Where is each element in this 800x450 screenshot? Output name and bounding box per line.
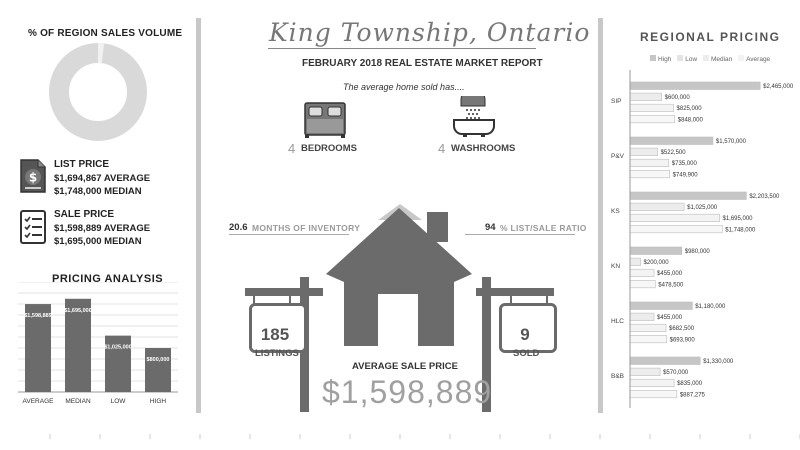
region-bar-high xyxy=(630,137,713,145)
region-label: P&V xyxy=(611,153,625,160)
pricing-analysis-title: PRICING ANALYSIS xyxy=(52,273,164,285)
checklist-icon xyxy=(19,209,47,245)
sale-price-average: $1,598,889 AVERAGE xyxy=(54,223,151,234)
regional-pricing-chart xyxy=(608,70,798,410)
region-bar-label: $2,465,000 xyxy=(763,84,794,90)
donut-region-slice xyxy=(59,53,137,131)
listings-count: 185 xyxy=(260,325,290,344)
region-label: KS xyxy=(611,208,620,215)
region-bar-label: $735,000 xyxy=(671,161,697,168)
legend-high: High xyxy=(658,56,672,63)
region-bar-average xyxy=(630,335,667,343)
region-bar-median xyxy=(630,324,666,332)
region-bar-high xyxy=(630,247,682,255)
sale-price-label: SALE PRICE xyxy=(54,209,115,220)
region-bar-high xyxy=(630,192,746,200)
region-bar-label: $570,000 xyxy=(663,370,689,377)
category-label: HIGH xyxy=(149,398,167,405)
region-label: HLC xyxy=(611,318,625,325)
region-bar-label: $693,900 xyxy=(669,337,695,344)
region-bar-high xyxy=(630,82,760,90)
list-sale-ratio-rule xyxy=(465,234,575,235)
left-divider xyxy=(196,18,201,413)
region-bar-median xyxy=(630,214,719,222)
bathtub-shower-icon xyxy=(451,96,497,138)
washrooms-count: 4 xyxy=(438,141,446,156)
list-sale-ratio-value: 94 xyxy=(485,222,496,233)
region-bar-label: $455,000 xyxy=(657,315,683,322)
region-bar-label: $1,748,000 xyxy=(725,227,756,234)
region-bar-low xyxy=(630,148,658,156)
region-bar-average xyxy=(630,225,722,233)
sold-label: SOLD xyxy=(513,348,540,359)
report-subtitle: FEBRUARY 2018 REAL ESTATE MARKET REPORT xyxy=(302,58,543,69)
region-bar-average xyxy=(630,115,675,123)
region-bar-high xyxy=(630,302,692,310)
region-bar-median xyxy=(630,159,669,167)
list-price-average: $1,694,867 AVERAGE xyxy=(54,173,151,184)
list-price-label: LIST PRICE xyxy=(54,159,110,170)
average-sale-price-value: $1,598,889 xyxy=(322,374,493,410)
region-bar-median xyxy=(630,104,674,112)
region-bar-median xyxy=(630,379,674,387)
legend-low: Low xyxy=(685,56,698,63)
region-bar-low xyxy=(630,203,684,211)
regional-pricing-title: REGIONAL PRICING xyxy=(640,30,781,44)
svg-text:$: $ xyxy=(28,170,38,185)
region-bar-label: $478,500 xyxy=(658,282,684,289)
category-label: MEDIAN xyxy=(65,398,91,405)
region-bar-label: $1,330,000 xyxy=(703,359,734,365)
legend-high-swatch xyxy=(650,55,656,61)
bar-data-label: $1,695,000 xyxy=(64,307,92,314)
region-bar-low xyxy=(630,93,662,101)
months-inventory-value: 20.6 xyxy=(229,222,248,233)
average-sale-price-label: AVERAGE SALE PRICE xyxy=(352,361,458,372)
list-sale-ratio-label: % LIST/SALE RATIO xyxy=(500,223,587,233)
report-title: King Township, Ontario xyxy=(269,18,591,47)
donut-title: % OF REGION SALES VOLUME xyxy=(28,28,183,39)
region-label: B&B xyxy=(611,373,625,380)
region-bar-low xyxy=(630,313,654,321)
region-bar-label: $835,000 xyxy=(677,381,703,388)
average-home-text: The average home sold has.... xyxy=(343,82,465,92)
bottom-tick-row xyxy=(0,432,800,442)
region-bar-label: $825,000 xyxy=(676,106,702,113)
bedrooms-count: 4 xyxy=(288,141,296,156)
legend-median: Median xyxy=(710,56,733,63)
house-icon xyxy=(326,202,472,352)
legend-average-swatch xyxy=(738,55,744,61)
region-bar-label: $848,000 xyxy=(677,117,703,124)
bedrooms-label: BEDROOMS xyxy=(301,143,357,154)
region-bar-label: $980,000 xyxy=(684,249,710,255)
region-bar-average xyxy=(630,390,677,398)
pricing-analysis-chart xyxy=(18,282,183,412)
region-bar-average xyxy=(630,280,655,288)
region-bar-label: $749,900 xyxy=(672,172,698,179)
title-underline xyxy=(268,48,536,49)
region-bar-median xyxy=(630,269,654,277)
category-label: AVERAGE xyxy=(22,398,54,405)
sales-volume-donut xyxy=(48,42,148,142)
bar-data-label: $1,025,000 xyxy=(104,344,132,351)
legend-median-swatch xyxy=(703,55,709,61)
bar-data-label: $1,598,889 xyxy=(24,313,52,320)
region-label: KN xyxy=(611,263,621,270)
bar-high xyxy=(145,348,171,392)
region-bar-label: $522,500 xyxy=(660,150,686,157)
region-label: SIP xyxy=(611,98,622,105)
legend-low-swatch xyxy=(677,55,683,61)
region-bar-label: $1,695,000 xyxy=(722,216,753,223)
region-bar-label: $200,000 xyxy=(643,260,669,267)
washrooms-label: WASHROOMS xyxy=(451,143,516,154)
legend-average: Average xyxy=(746,56,771,63)
price-tag-document-icon xyxy=(19,158,47,194)
listings-label: LISTINGS xyxy=(255,348,299,359)
bar-data-label: $800,000 xyxy=(146,357,170,363)
region-bar-label: $682,500 xyxy=(669,326,695,333)
region-bar-low xyxy=(630,368,660,376)
sold-count: 9 xyxy=(520,325,530,344)
region-bar-average xyxy=(630,170,670,178)
region-bar-label: $455,000 xyxy=(657,271,683,278)
region-bar-low xyxy=(630,258,641,266)
region-bar-label: $1,180,000 xyxy=(695,304,726,310)
region-bar-label: $1,570,000 xyxy=(715,139,746,145)
right-divider xyxy=(598,18,603,413)
bed-icon xyxy=(303,101,347,139)
region-bar-label: $887,275 xyxy=(679,392,705,399)
region-bar-high xyxy=(630,357,700,365)
list-price-median: $1,748,000 MEDIAN xyxy=(54,186,142,197)
months-inventory-label: MONTHS OF INVENTORY xyxy=(252,223,361,233)
region-bar-label: $2,203,500 xyxy=(749,194,780,200)
sale-price-median: $1,695,000 MEDIAN xyxy=(54,236,142,247)
region-bar-label: $1,025,000 xyxy=(687,205,718,212)
category-label: LOW xyxy=(110,398,126,405)
region-bar-label: $600,000 xyxy=(664,95,690,102)
regional-legend xyxy=(650,55,770,63)
